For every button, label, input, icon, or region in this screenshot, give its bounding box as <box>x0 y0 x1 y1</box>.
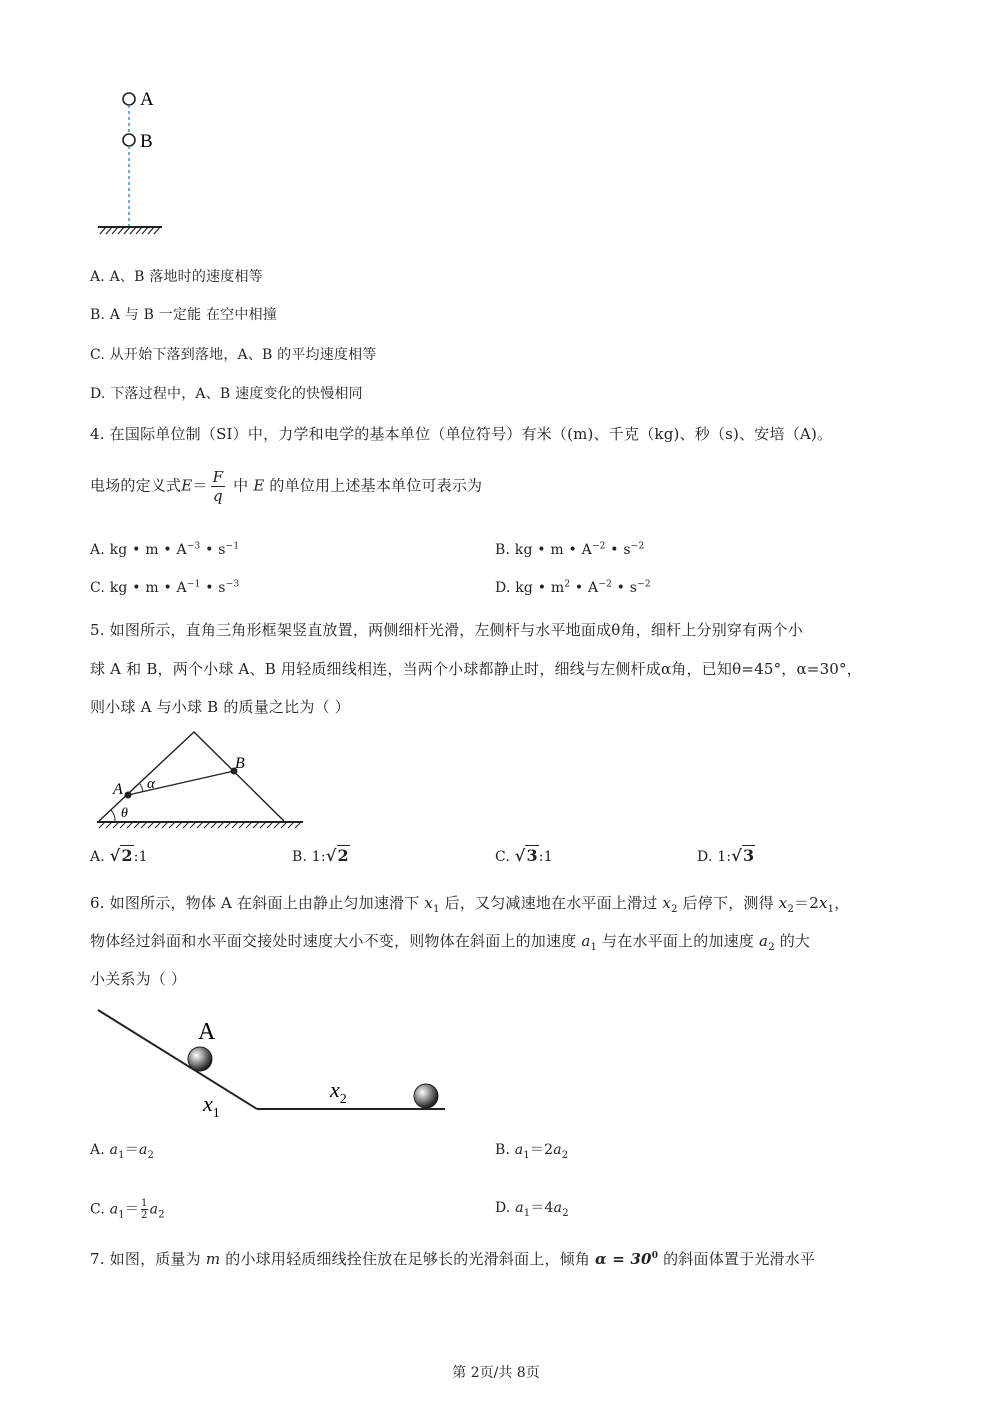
q6-stem-line2: 物体经过斜面和水平面交接处时速度大小不变，则物体在斜面上的加速度 $a_1$ 与在水平面上的加速度 $a_2$ 的大 <box>90 932 811 953</box>
label-b: B <box>140 131 153 152</box>
q6-stem-line1: 6. 如图所示，物体 A 在斜面上由静止匀加速滑下 $x_1$ 后，又匀减速地在水平面上滑过 $x_2$ 后停下，测得 $x_2=2x_1$， <box>90 894 850 915</box>
free-fall-figure <box>90 80 210 250</box>
q4-stem-line2: 电场的定义式E＝ $\frac{F}{q}$ 中 E 的单位用上述基本单位可表示为 <box>90 468 483 505</box>
alpha-arc <box>140 784 143 792</box>
q6-option-c: C. $a_1=$ $\frac{1}{2}$ $a_2$ <box>90 1198 165 1221</box>
label-a: A <box>113 781 123 798</box>
q7-stem-line1: 7. 如图，质量为 m 的小球用轻质细线拴住放在足够长的光滑斜面上，倾角 $\alpha = 30^0$ 的斜面体置于光滑水平 <box>90 1250 816 1268</box>
q5-stem-line3: 则小球 A 与小球 B 的质量之比为（ ） <box>90 698 350 716</box>
label-x2: $x_2$ <box>330 1077 347 1107</box>
q4-option-a: A. kg • m • $A^{-3}$ • $s^{-1}$ <box>90 541 240 558</box>
incline-surface <box>98 1010 257 1109</box>
q4-stem-line1: 4. 在国际单位制（SI）中，力学和电学的基本单位（单位符号）有米（(m)、千克（kg)、秒（s)、安培（A)。 <box>90 425 833 443</box>
label-theta: θ <box>121 806 128 821</box>
q4-option-d: D. kg • $m^2$ • $A^{-2}$ • $s^{-2}$ <box>495 579 651 596</box>
label-b: B <box>235 755 245 772</box>
q5-option-d: D. 1:√3 <box>697 846 755 865</box>
triangle-frame-figure <box>95 728 310 833</box>
half-fraction: $\frac{1}{2}$ <box>141 1198 148 1221</box>
label-a: A <box>198 1019 216 1045</box>
string-ab <box>128 771 234 795</box>
q3-option-b: B. A 与 B 一定能 在空中相撞 <box>90 307 277 323</box>
ball-stopped <box>414 1084 438 1108</box>
label-alpha: α <box>147 776 155 792</box>
q6-stem-line3: 小关系为（ ） <box>90 970 187 988</box>
page-footer: 第 2页/共 8页 <box>452 1365 540 1381</box>
q5-option-c: C. √3:1 <box>495 846 553 865</box>
field-fraction: $\frac{F}{q}$ <box>212 468 224 505</box>
q5-stem-line2: 球 A 和 B，两个小球 A、B 用轻质细线相连，当两个小球都静止时，细线与左侧杆成α角，已知θ=45°，α=30°， <box>90 660 862 678</box>
q6-option-d: D. $a_1=4a_2$ <box>495 1200 569 1219</box>
q6-option-a: A. $a_1=a_2$ <box>90 1142 155 1161</box>
ball-a <box>188 1047 212 1071</box>
label-x1: $x_1$ <box>203 1091 220 1121</box>
incline-figure <box>95 1005 455 1120</box>
q5-stem-line1: 5. 如图所示，直角三角形框架竖直放置，两侧细杆光滑，左侧杆与水平地面成θ角，细杆上分别穿有两个小 <box>90 621 803 639</box>
q5-option-b: B. 1:√2 <box>292 846 349 865</box>
ball-a <box>125 792 132 799</box>
q3-option-c: C. 从开始下落到落地，A、B 的平均速度相等 <box>90 347 377 363</box>
ground-hatch <box>100 227 160 234</box>
q6-option-b: B. $a_1=2a_2$ <box>495 1142 569 1161</box>
q4-option-c: C. kg • m • $A^{-1}$ • $s^{-3}$ <box>90 579 240 596</box>
q3-option-a: A. A、B 落地时的速度相等 <box>90 269 263 285</box>
q3-option-d: D. 下落过程中，A、B 速度变化的快慢相同 <box>90 386 363 402</box>
label-a: A <box>140 89 154 110</box>
theta-arc <box>111 810 115 821</box>
q5-option-a: A. √2:1 <box>90 846 148 865</box>
ball-b <box>123 134 135 146</box>
q4-option-b: B. kg • m • $A^{-2}$ • $s^{-2}$ <box>495 541 645 558</box>
ball-a <box>123 93 135 105</box>
